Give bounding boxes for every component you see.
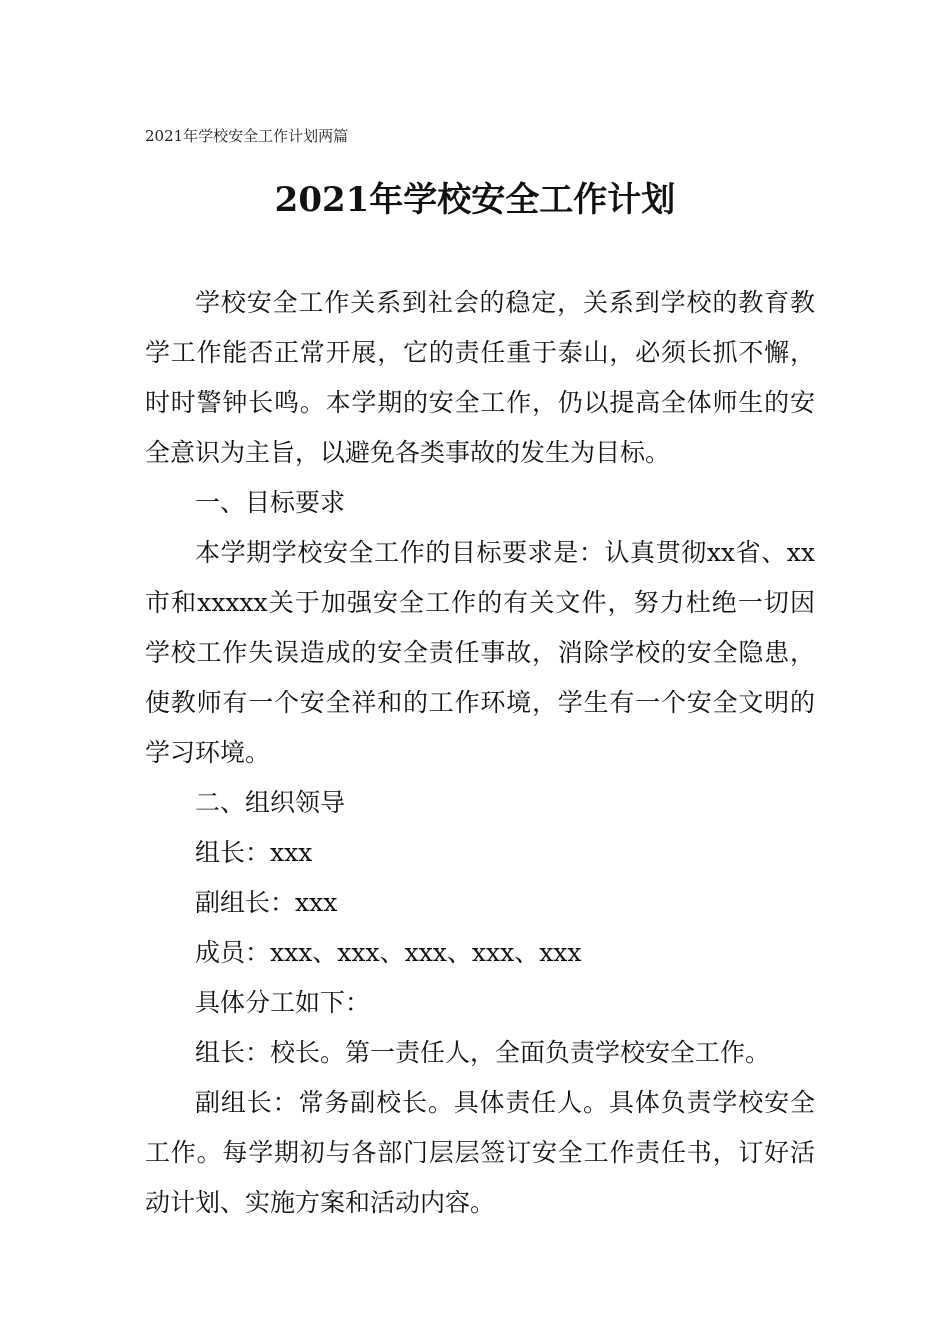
intro-paragraph: 学校安全工作关系到社会的稳定，关系到学校的教育教学工作能否正常开展，它的责任重于泰山，必须长抓不懈，时时警钟长鸣。本学期的安全工作，仍以提高全体师生的安全意识为主旨，以避免各类事故的发生为目标。 [145, 288, 815, 467]
deputy-leader-line: 副组长：xxx [195, 888, 338, 917]
document-body [145, 278, 815, 1228]
section-heading-goals: 一、目标要求 [195, 488, 346, 517]
deputy-duty-paragraph: 副组长：常务副校长。具体责任人。具体负责学校安全工作。每学期初与各部门层层签订安全工作责任书，订好活动计划、实施方案和活动内容。 [145, 1088, 815, 1217]
goals-paragraph: 本学期学校安全工作的目标要求是：认真贯彻xx省、xx市和xxxxx关于加强安全工作的有关文件，努力杜绝一切因学校工作失误造成的安全责任事故，消除学校的安全隐患，使教师有一个安全祥和的工作环境，学生有一个安全文明的学习环境。 [145, 538, 815, 767]
document-title: 2021年学校安全工作计划 [274, 180, 676, 220]
division-intro-line: 具体分工如下： [195, 988, 371, 1017]
leader-line: 组长：xxx [195, 838, 313, 867]
members-line: 成员：xxx、xxx、xxx、xxx、xxx [195, 938, 582, 967]
leader-duty-paragraph: 组长：校长。第一责任人，全面负责学校安全工作。 [195, 1038, 771, 1067]
section-heading-leadership: 二、组织领导 [195, 788, 346, 817]
running-header: 2021年学校安全工作计划两篇 [145, 127, 349, 145]
